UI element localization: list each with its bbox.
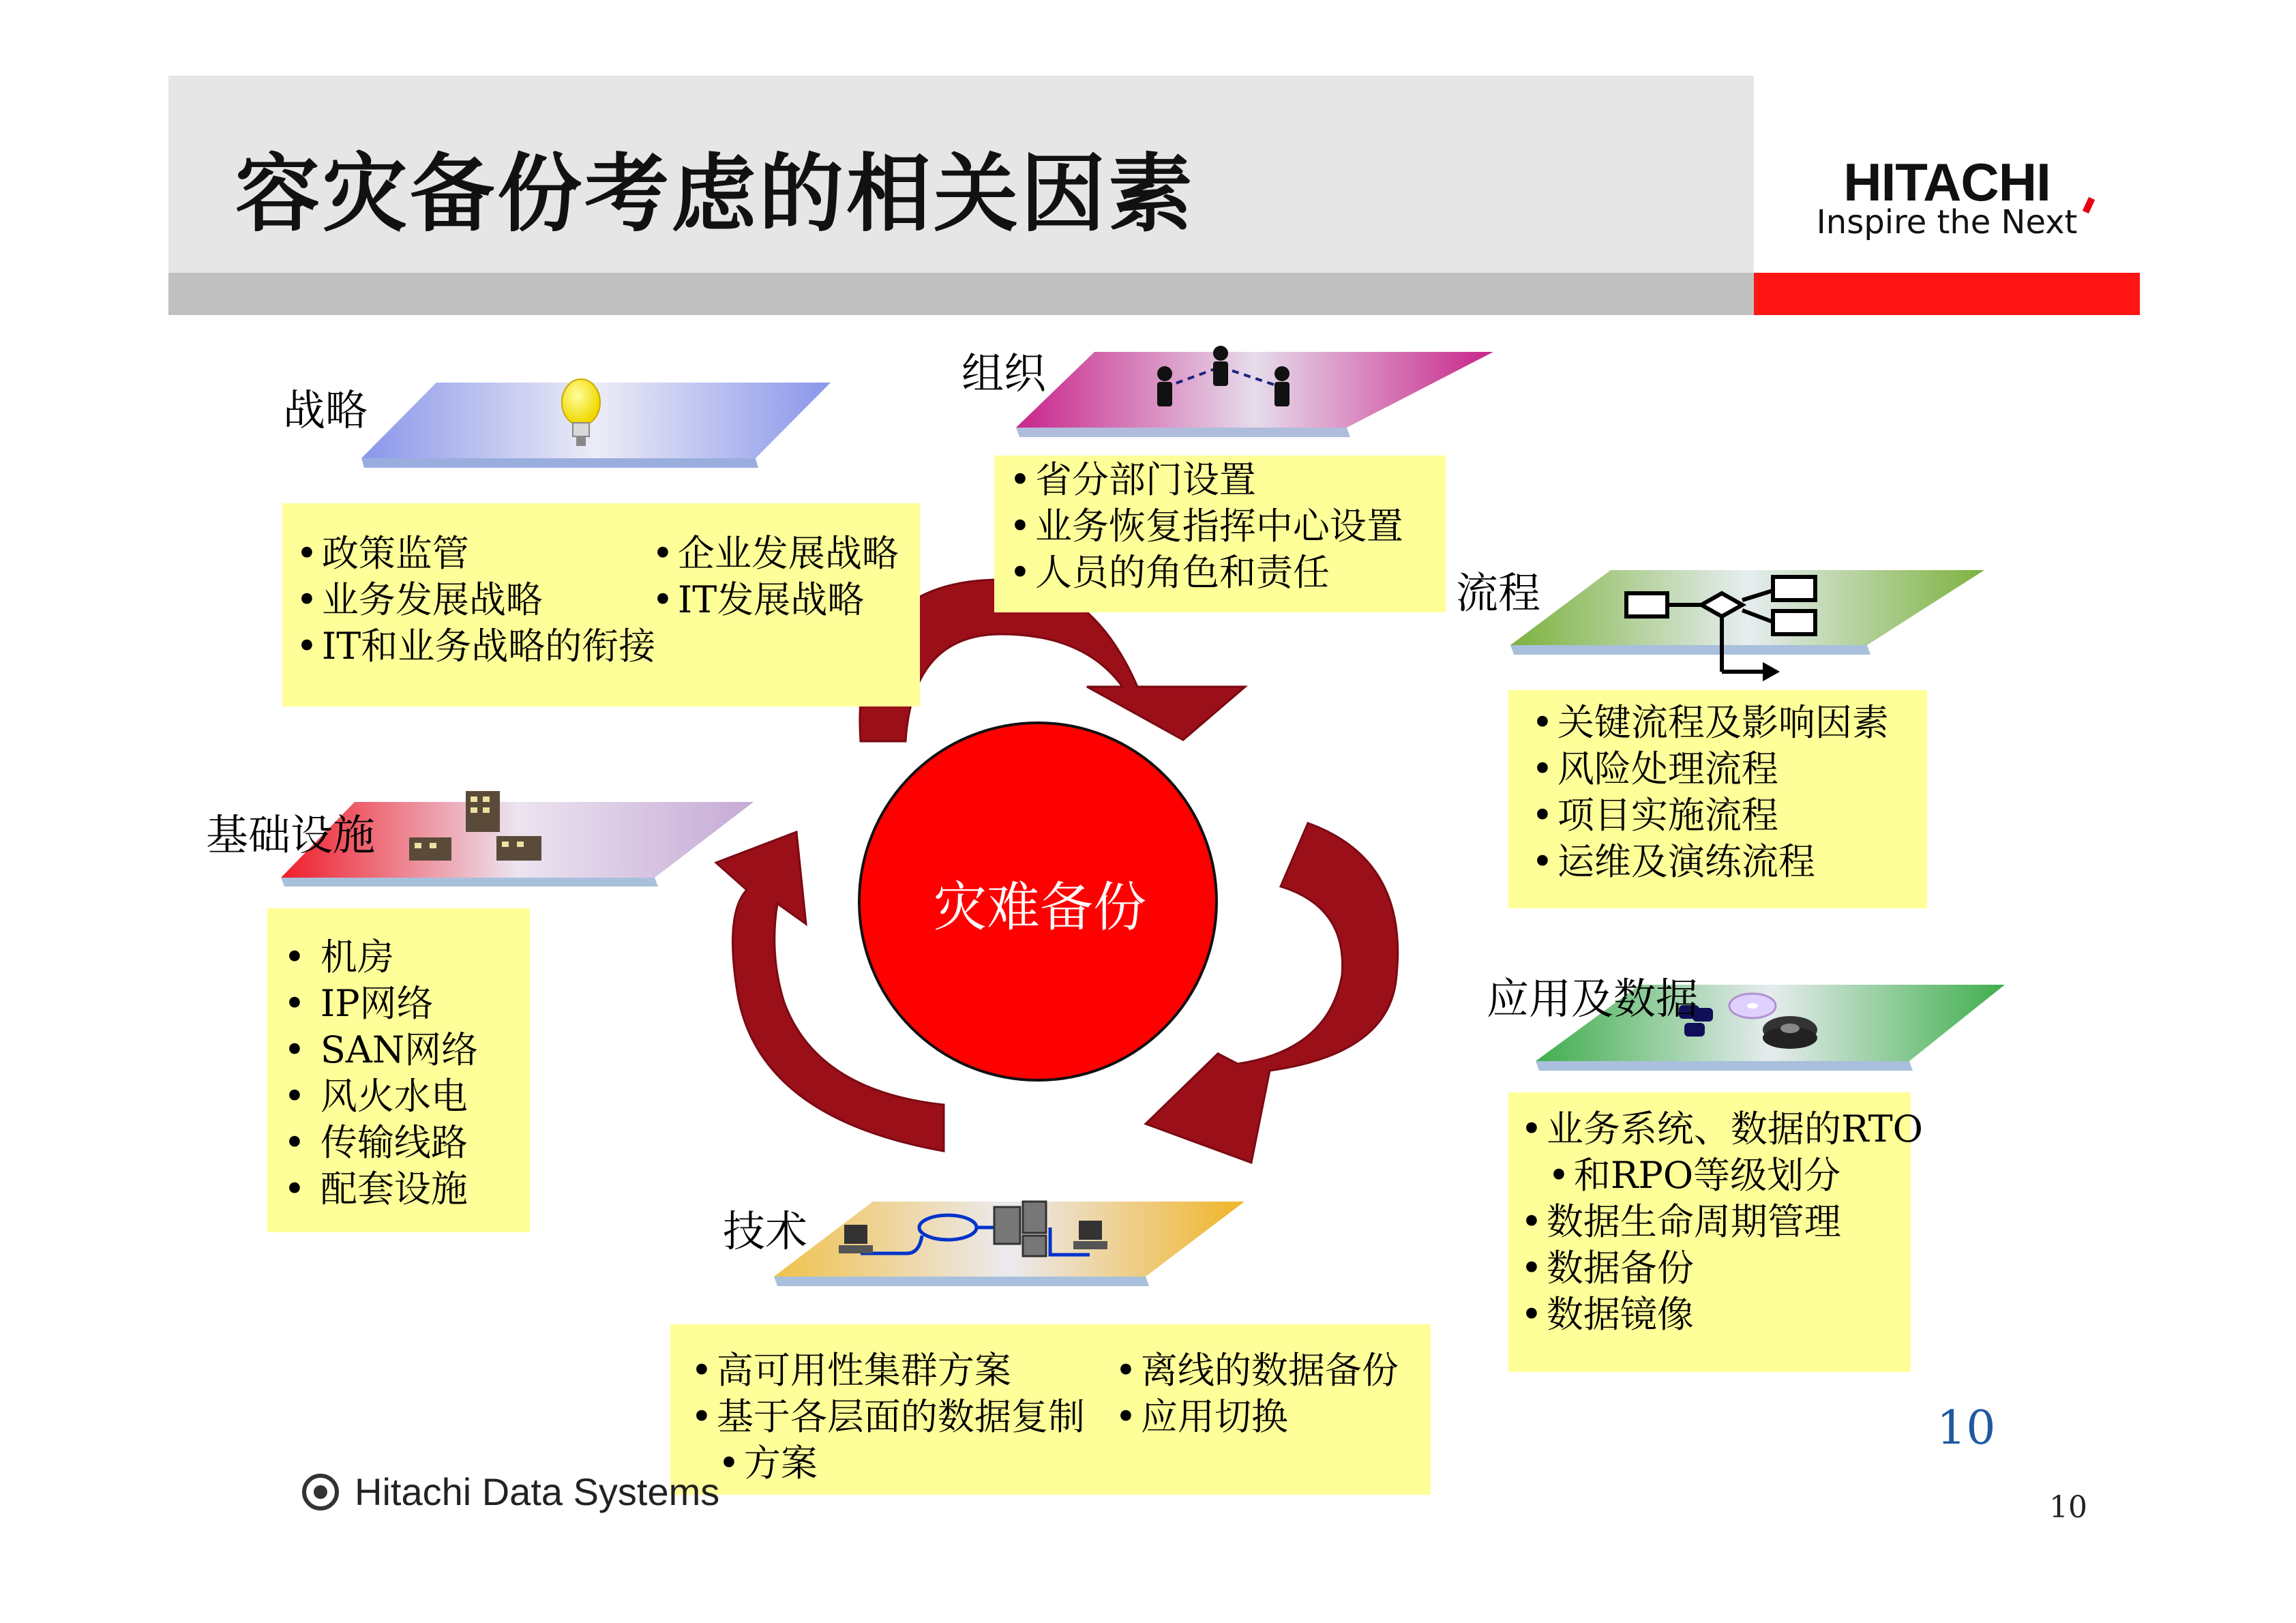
list-item: • 关键流程及影响因素 xyxy=(1532,700,1889,746)
strategy-col2 xyxy=(652,531,899,623)
box-technology xyxy=(670,1324,1431,1495)
page-title: 容灾备份考虑的相关因素 xyxy=(235,145,1196,243)
list-item: • 企业发展战略 xyxy=(652,531,899,577)
list-item: • 项目实施流程 xyxy=(1532,792,1889,839)
box-organization xyxy=(994,456,1446,612)
list-item: • 业务系统、数据的RTO xyxy=(1521,1106,1923,1152)
list-item: • 高可用性集群方案 xyxy=(691,1347,1085,1394)
list-item-continuation: 和RPO等级划分 xyxy=(1573,1154,1841,1197)
box-strategy xyxy=(282,503,920,706)
list-item: • SAN网络 xyxy=(284,1027,478,1073)
list-item: • 业务发展战略 xyxy=(296,577,655,623)
list-item: • 运维及演练流程 xyxy=(1532,839,1889,885)
logo-tagline: Inspire the Next xyxy=(1816,203,2078,241)
list-item: • 人员的角色和责任 xyxy=(1009,550,1403,596)
list-item: • IT和业务战略的衔接 xyxy=(296,623,655,670)
list-item: • 政策监管 xyxy=(296,531,655,577)
list-item: • 离线的数据备份 xyxy=(1115,1347,1399,1394)
hitachi-logo: HITACHI xyxy=(1843,152,2051,212)
list-item-continuation: 方案 xyxy=(743,1442,818,1485)
strategy-col1 xyxy=(296,531,655,670)
label-organization: 组织 xyxy=(961,348,1047,398)
list-item: • 基于各层面的数据复制 xyxy=(691,1394,1085,1440)
footer-company: Hitachi Data Systems xyxy=(355,1470,720,1513)
page-number-large: 10 xyxy=(1937,1401,1996,1455)
list-item xyxy=(1521,1152,1923,1199)
box-application xyxy=(1508,1092,1923,1372)
list-item: • 数据镜像 xyxy=(1521,1292,1923,1338)
label-process: 流程 xyxy=(1456,568,1541,618)
page-number-small: 10 xyxy=(2049,1490,2087,1525)
list-item: • 应用切换 xyxy=(1115,1394,1399,1440)
label-strategy: 战略 xyxy=(283,385,368,435)
list-item: • 传输线路 xyxy=(284,1120,478,1166)
box-infrastructure xyxy=(267,908,530,1232)
list-item xyxy=(691,1440,1085,1487)
list-item: • 省分部门设置 xyxy=(1009,457,1403,503)
box-process xyxy=(1508,690,1927,908)
list-item: • 配套设施 xyxy=(284,1166,478,1212)
label-application: 应用及数据 xyxy=(1487,974,1699,1024)
hds-logo-icon xyxy=(300,1472,341,1513)
center-label: 灾难备份 xyxy=(933,877,1146,938)
list-item: • 数据生命周期管理 xyxy=(1521,1199,1923,1245)
list-item: • IP网络 xyxy=(284,981,478,1027)
label-technology: 技术 xyxy=(723,1206,808,1256)
label-infrastructure: 基础设施 xyxy=(206,810,376,860)
list-item: • 风险处理流程 xyxy=(1532,746,1889,792)
list-item: • 风火水电 xyxy=(284,1073,478,1120)
list-item: • IT发展战略 xyxy=(652,577,899,623)
list-item: • 业务恢复指挥中心设置 xyxy=(1009,503,1403,550)
list-item: • 机房 xyxy=(284,934,478,981)
list-item: • 数据备份 xyxy=(1521,1245,1923,1292)
platform-organization xyxy=(1016,352,1493,437)
